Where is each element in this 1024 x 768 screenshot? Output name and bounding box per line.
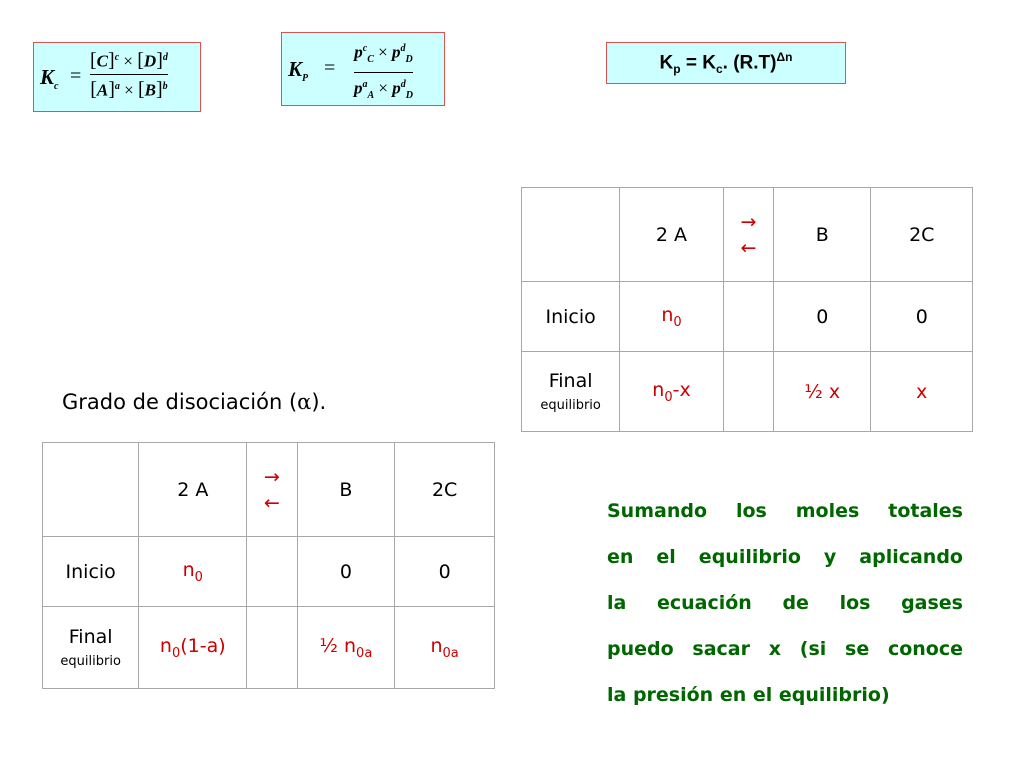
row-label-inicio: Inicio xyxy=(522,282,620,352)
kp-kc-relation-box xyxy=(606,42,846,84)
equilibrium-arrows xyxy=(723,188,773,282)
arrow-left-icon: ← xyxy=(263,491,280,514)
table-row xyxy=(43,607,495,689)
note-line: en el equilibrio y aplicando xyxy=(607,546,963,568)
note-line: la ecuación de los gases xyxy=(607,592,963,614)
cell-final-a: $n_0-x$ xyxy=(620,352,723,432)
kc-numerator: $[C]^c \times [D]^d$ xyxy=(90,49,168,72)
table-row xyxy=(43,443,495,537)
kc-fraction xyxy=(90,48,168,100)
header-b: B xyxy=(297,443,395,537)
cell-final-c: x xyxy=(871,352,973,432)
cell-inicio-c: 0 xyxy=(871,282,973,352)
kp-fraction-bar xyxy=(354,72,413,73)
cell-inicio-arrow xyxy=(247,537,297,607)
kp-denominator: $p^a_A \times p^d_D$ xyxy=(354,78,413,102)
table-row xyxy=(522,352,973,432)
kp-numerator: $p^c_C \times p^d_D$ xyxy=(354,42,413,66)
cell-final-c: $n_{0a}$ xyxy=(395,607,495,689)
arrow-right-icon: → xyxy=(263,465,280,488)
note-line: Sumando los moles totales xyxy=(607,500,963,522)
equilibrium-table-2 xyxy=(42,442,495,689)
header-b: B xyxy=(774,188,871,282)
arrow-left-icon: ← xyxy=(740,236,757,259)
table-corner-cell xyxy=(522,188,620,282)
cell-final-arrow xyxy=(723,352,773,432)
kp-equals: = xyxy=(324,57,336,79)
cell-inicio-c: 0 xyxy=(395,537,495,607)
table-row xyxy=(43,537,495,607)
header-2c: 2C xyxy=(395,443,495,537)
table-row xyxy=(522,188,973,282)
kp-formula-box xyxy=(281,32,445,106)
kp-symbol: $K_P$ xyxy=(288,57,309,85)
arrow-right-icon: → xyxy=(740,210,757,233)
table-row xyxy=(522,282,973,352)
kc-denominator: $[A]^a \times [B]^b$ xyxy=(90,78,168,101)
cell-inicio-a: $n_0$ xyxy=(620,282,723,352)
row-label-inicio: Inicio xyxy=(43,537,139,607)
header-2a: 2 A xyxy=(139,443,247,537)
cell-final-b: ½ x xyxy=(774,352,871,432)
cell-inicio-b: 0 xyxy=(297,537,395,607)
kc-formula-box xyxy=(33,42,201,112)
cell-inicio-b: 0 xyxy=(774,282,871,352)
kc-equals: = xyxy=(70,65,82,87)
cell-inicio-a: $n_0$ xyxy=(139,537,247,607)
header-2c: 2C xyxy=(871,188,973,282)
kc-symbol: $K_c$ xyxy=(40,65,59,93)
kc-fraction-bar xyxy=(90,74,168,75)
cell-final-b: ½ $n_{0a}$ xyxy=(297,607,395,689)
note-line: puedo sacar x (si se conoce xyxy=(607,638,963,660)
cell-inicio-arrow xyxy=(723,282,773,352)
note-line: la presión en el equilibrio) xyxy=(607,684,890,706)
cell-final-arrow xyxy=(247,607,297,689)
kp-kc-relation: $K_p = K_c$. $(R.T)^{\Delta n}$ xyxy=(659,49,793,77)
table-corner-cell xyxy=(43,443,139,537)
cell-final-a: $n_0(1-a)$ xyxy=(139,607,247,689)
equilibrium-arrows xyxy=(247,443,297,537)
row-label-final: Final equilibrio xyxy=(522,352,620,432)
header-2a: 2 A xyxy=(620,188,723,282)
explanation-note xyxy=(607,488,963,718)
row-label-final: Final equilibrio xyxy=(43,607,139,689)
equilibrium-table-1 xyxy=(521,187,973,432)
kp-fraction xyxy=(354,39,413,106)
grado-disociacion-heading: Grado de disociación (α). xyxy=(62,390,327,414)
